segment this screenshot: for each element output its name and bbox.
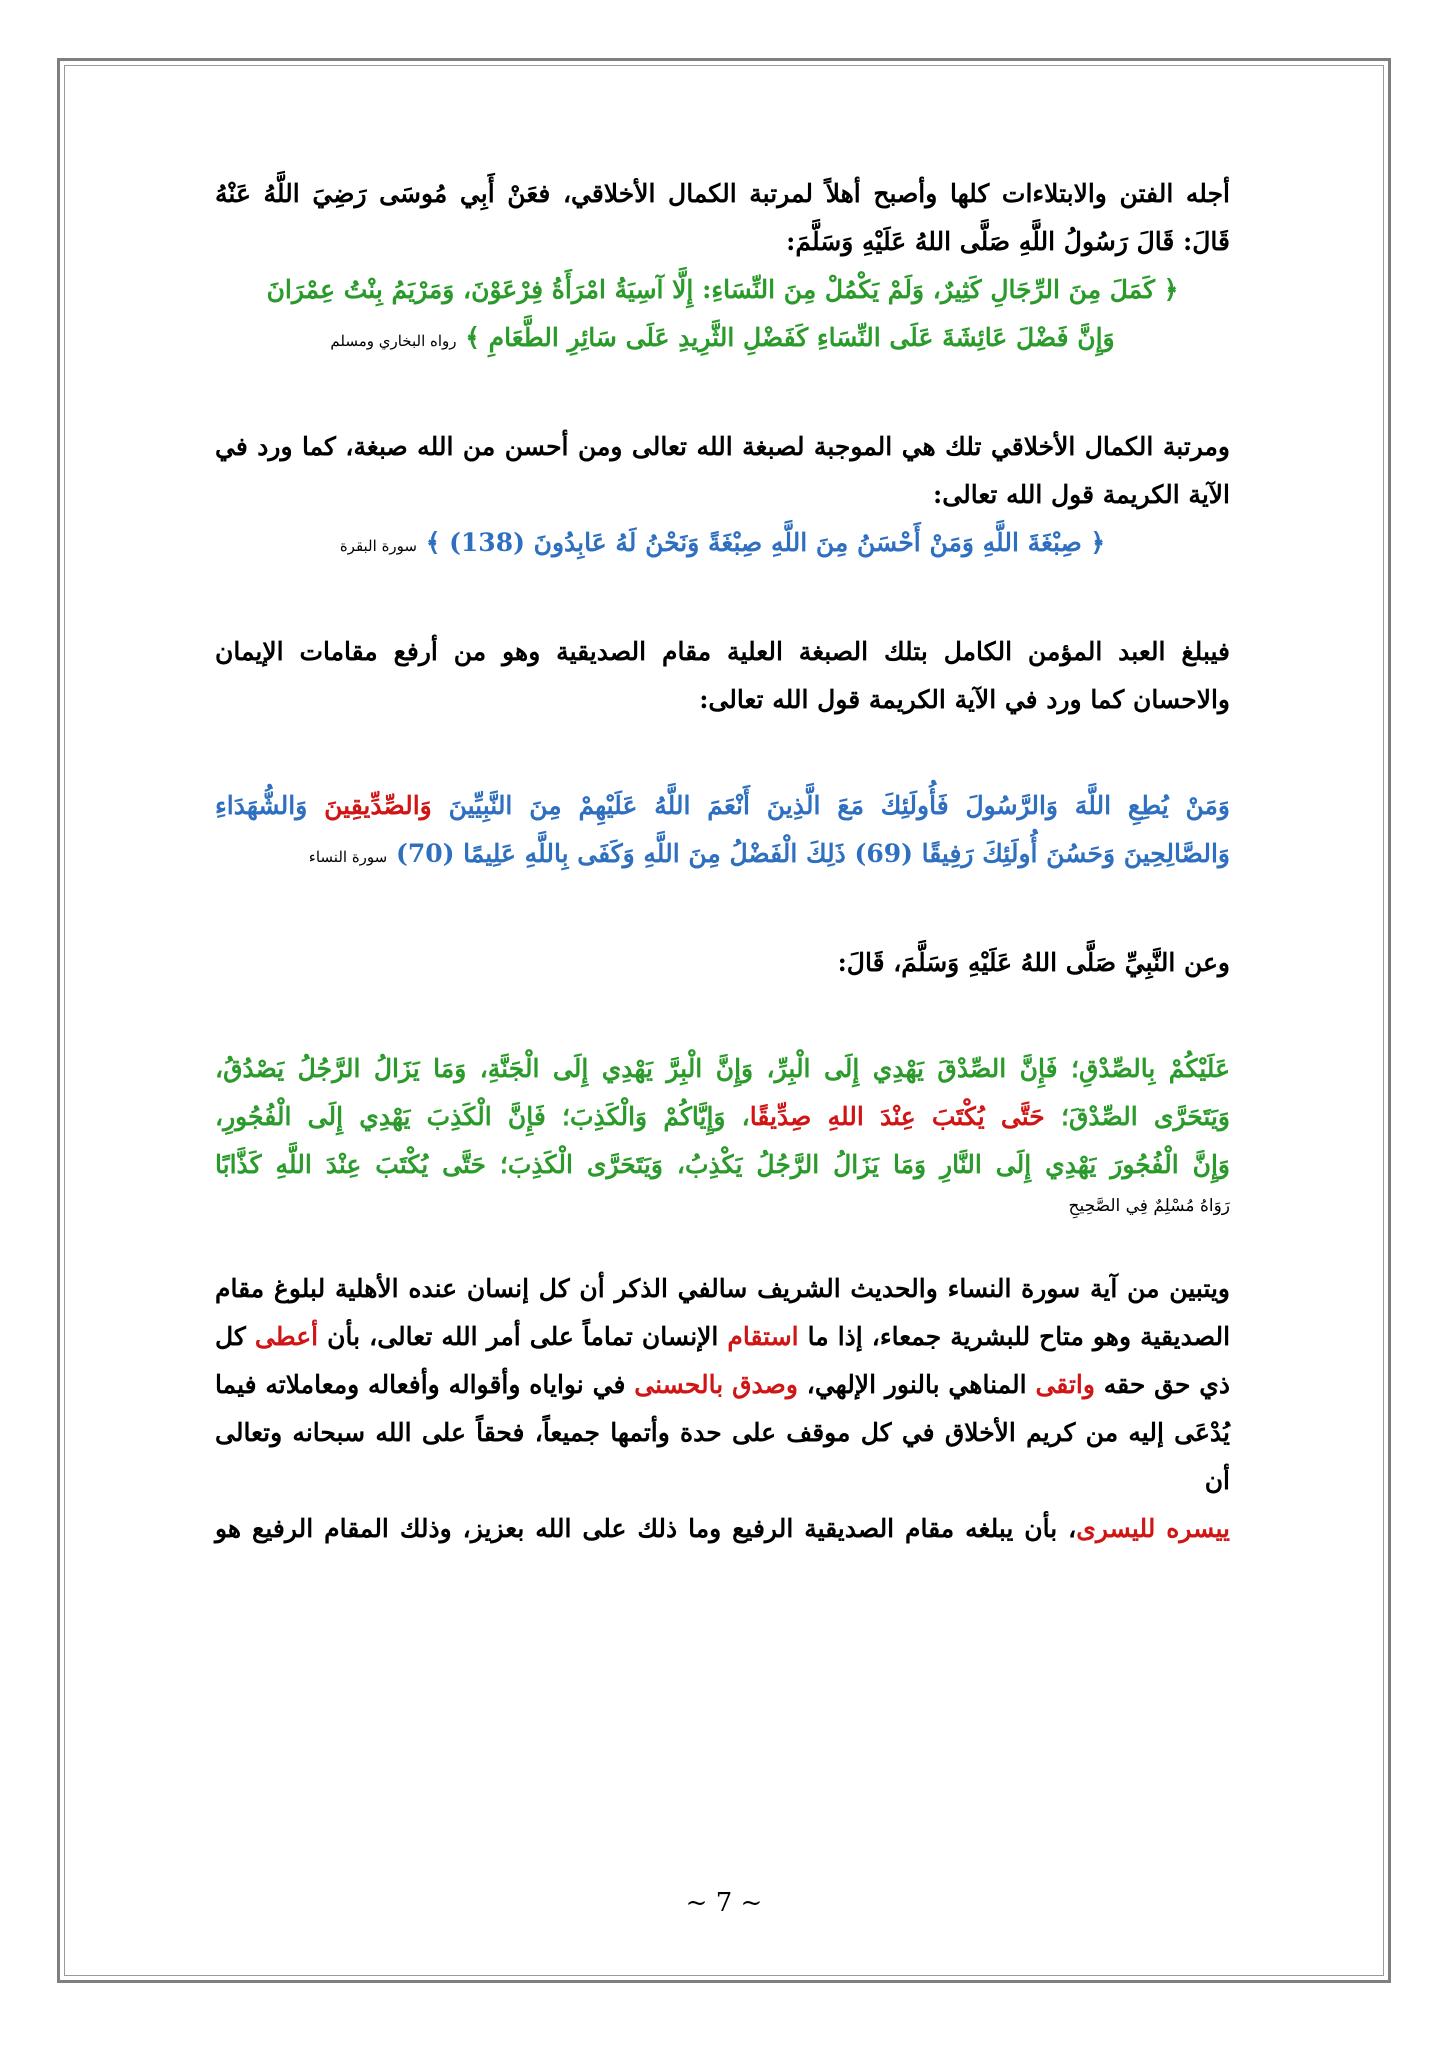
- page-content: [215, 170, 1230, 1553]
- paragraph-3-line-1: فيبلغ العبد المؤمن الكامل بتلك الصبغة العلية مقام الصديقية وهو من أرفع مقامات الإيمان: [215, 637, 1230, 666]
- spacer: [215, 365, 1230, 423]
- hadith-1-line-2-text: وَإِنَّ فَضْلَ عَائِشَةَ عَلَى النِّسَاءِ كَفَضْلِ الثَّرِيدِ عَلَى سَائِرِ الطَّعَامِ ﴾: [465, 323, 1115, 352]
- p5-l2-c: كل: [215, 1322, 255, 1351]
- spacer: [215, 724, 1230, 782]
- hadith-1-source: رواه البخاري ومسلم: [330, 332, 457, 350]
- hadith-2-line-2-part-1: وَيَتَحَرَّى الصِّدْقَ؛: [1044, 1102, 1230, 1131]
- paragraph-5-line-2: [215, 1313, 1230, 1361]
- highlight-sadaqa: وصدق بالحسنى: [634, 1370, 798, 1399]
- paragraph-5-line-4: يُدْعَى إليه من كريم الأخلاق في كل موقف على حدة وأتمها جميعاً، فحقاً على الله سبحانه وتعالى أن: [215, 1418, 1230, 1495]
- hadith-2-line-3: وَإِنَّ الْفُجُورَ يَهْدِي إِلَى النَّارِ وَمَا يَزَالُ الرَّجُلُ يَكْذِبُ، وَيَتَحَرَّى الْكَذِبَ؛ حَتَّى يُكْتَبَ عِنْدَ اللَّهِ كَذَّابًا: [215, 1150, 1230, 1179]
- p5-l3-b: المناهي بالنور الإلهي،: [797, 1370, 1036, 1399]
- hadith-2-line-2: [215, 1093, 1230, 1141]
- ayah-2-line-1-part-1: وَمَنْ يُطِعِ اللَّهَ وَالرَّسُولَ فَأُولَئِكَ مَعَ الَّذِينَ أَنْعَمَ اللَّهُ عَلَيْهِمْ مِنَ النَّبِيِّينَ: [431, 791, 1230, 820]
- ayah-2-source: سورة النساء: [308, 848, 388, 866]
- paragraph-2-line-2: الآية الكريمة قول الله تعالى:: [933, 480, 1230, 509]
- ayah-1-text: ﴿ صِبْغَةَ اللَّهِ وَمَنْ أَحْسَنُ مِنَ اللَّهِ صِبْغَةً وَنَحْنُ لَهُ عَابِدُونَ (138) ﴾: [425, 528, 1106, 557]
- hadith-2-source: رَوَاهُ مُسْلِمٌ فِي الصَّحِيحِ: [1068, 1196, 1230, 1216]
- p5-l2-a: الصديقية وهو متاح للبشرية جمعاء، إذا ما: [798, 1322, 1231, 1351]
- ayah-1-source: سورة البقرة: [339, 537, 417, 555]
- paragraph-1-line-2: قَالَ: قَالَ رَسُولُ اللَّهِ صَلَّى اللهُ عَلَيْهِ وَسَلَّمَ:: [786, 227, 1230, 256]
- spacer: [215, 881, 1230, 939]
- p5-l5-rest: ، بأن يبلغه مقام الصديقية الرفيع وما ذلك على الله بعزيز، وذلك المقام الرفيع هو: [215, 1514, 1077, 1543]
- paragraph-2-line-1: ومرتبة الكمال الأخلاقي تلك هي الموجبة لصبغة الله تعالى ومن أحسن من الله صبغة، كما ورد في: [215, 432, 1230, 461]
- highlight-ittaqa: واتقى: [1035, 1370, 1095, 1399]
- spacer: [215, 570, 1230, 628]
- hadith-1-line-1: ﴿ كَمَلَ مِنَ الرِّجَالِ كَثِيرٌ، وَلَمْ يَكْمُلْ مِنَ النِّسَاءِ: إِلَّا آسِيَةُ امْرَأَةُ فِرْعَوْنَ، وَمَرْيَمُ بِنْتُ عِمْرَانَ: [266, 275, 1179, 304]
- ayah-2-line-1: [215, 782, 1230, 830]
- ayah-2-highlight-siddiqin: وَالصِّدِّيقِينَ: [324, 791, 432, 820]
- paragraph-5-line-1: ويتبين من آية سورة النساء والحديث الشريف سالفي الذكر أن كل إنسان عنده الأهلية لبلوغ مقام: [215, 1274, 1230, 1303]
- spacer: [215, 987, 1230, 1045]
- highlight-aata: أعطى: [254, 1322, 319, 1351]
- hadith-2-line-1: عَلَيْكُمْ بِالصِّدْقِ؛ فَإِنَّ الصِّدْقَ يَهْدِي إِلَى الْبِرِّ، وَإِنَّ الْبِرَّ يَهْدِي إِلَى الْجَنَّةِ، وَمَا يَزَالُ الرَّجُلُ يَصْدُقُ،: [215, 1054, 1230, 1083]
- paragraph-4-line-1: وعن النَّبِيِّ صَلَّى اللهُ عَلَيْهِ وَسَلَّمَ، قَالَ:: [837, 948, 1230, 977]
- highlight-yusra: ييسره لليسرى: [1076, 1514, 1230, 1543]
- paragraph-1-line-1: أجله الفتن والابتلاءات كلها وأصبح أهلاً لمرتبة الكمال الأخلاقي، فعَنْ أَبِي مُوسَى رَضِيَ اللَّهُ عَنْهُ: [215, 179, 1230, 208]
- p5-l2-b: الإنسان تماماً على أمر الله تعالى، بأن: [318, 1322, 728, 1351]
- p5-l3-a: ذي حق حقه: [1094, 1370, 1230, 1399]
- paragraph-3-line-2: والاحسان كما ورد في الآية الكريمة قول الله تعالى:: [699, 685, 1230, 714]
- p5-l3-c: في نواياه وأقواله وأفعاله ومعاملاته فيما: [215, 1370, 635, 1399]
- paragraph-5-line-3: [215, 1361, 1230, 1409]
- page-number: ~ 7 ~: [685, 1888, 763, 1918]
- ayah-1: [215, 519, 1230, 570]
- ayah-2-line-2-text: وَالصَّالِحِينَ وَحَسُنَ أُولَئِكَ رَفِيقًا (69) ذَلِكَ الْفَضْلُ مِنَ اللَّهِ وَكَفَى بِاللَّهِ عَلِيمًا (70): [395, 839, 1230, 868]
- spacer: [215, 1221, 1230, 1265]
- ayah-2-line-1-part-2: وَالشُّهَدَاءِ: [215, 791, 325, 820]
- ayah-2-line-2: [215, 830, 1230, 881]
- paragraph-5-line-5: [215, 1505, 1230, 1553]
- hadith-1-line-2: [215, 314, 1230, 365]
- hadith-2-highlight: حَتَّى يُكْتَبَ عِنْدَ اللهِ صِدِّيقًا: [749, 1102, 1045, 1131]
- hadith-2-line-2-part-2: ، وَإِيَّاكُمْ وَالْكَذِبَ؛ فَإِنَّ الْكَذِبَ يَهْدِي إِلَى الْفُجُورِ،: [215, 1102, 750, 1131]
- highlight-istaqam: استقام: [727, 1322, 799, 1351]
